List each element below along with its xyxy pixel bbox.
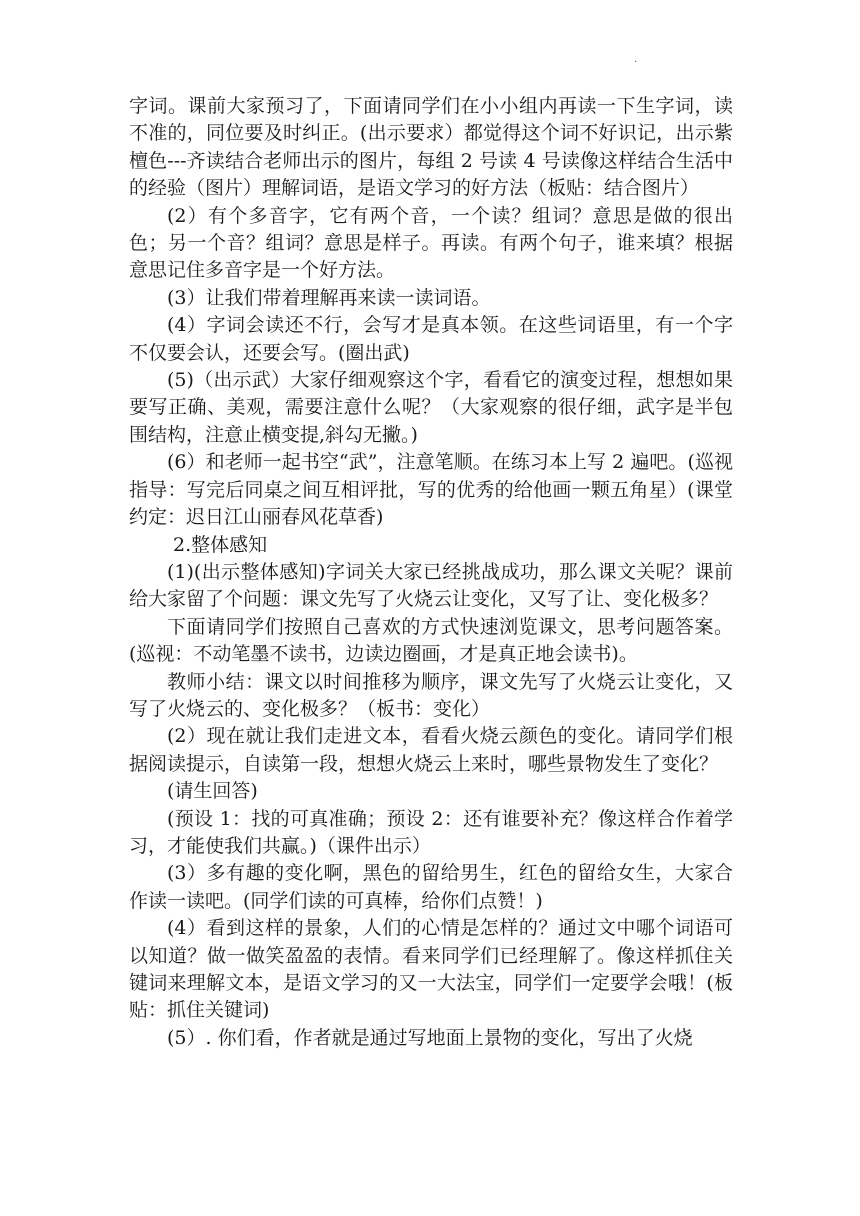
section-heading: 2.整体感知 <box>173 533 268 556</box>
paragraph-15: (5）. 你们看，作者就是通过写地面上景物的变化，写出了火烧 <box>167 1026 693 1049</box>
paragraph-4: (4）字词会读还不行，会写才是真本领。在这些词语里，有一个字不仅要会认，还要会写。(圈出武) <box>129 314 733 364</box>
paragraph-10: (2）现在就让我们走进文本，看看火烧云颜色的变化。请同学们根据阅读提示，自读第一段，想想火烧云上来时，哪些景物发生了变化？ <box>129 725 733 775</box>
page-marker: · <box>634 57 638 68</box>
paragraph-6: (6）和老师一起书空“武”，注意笔顺。在练习本上写 2 遍吧。(巡视指导：写完后同桌之间互相评批，写的优秀的给他画一颗五角星）(课堂约定：迟日江山丽春风花草香) <box>129 451 733 529</box>
paragraph-13: (3）多有趣的变化啊，黑色的留给男生，红色的留给女生，大家合作读一读吧。(同学们读的可真棒，给你们点赞！) <box>129 862 733 912</box>
paragraph-2: (2）有个多音字，它有两个音，一个读？组词？意思是做的很出色；另一个音？组词？意思是样子。再读。有两个句子，谁来填？根据意思记住多音字是一个好方法。 <box>129 204 733 282</box>
paragraph-1: 字词。课前大家预习了，下面请同学们在小小组内再读一下生字词，读不准的，同位要及时纠正。(出示要求）都觉得这个词不好识记，出示紫檀色---齐读结合老师出示的图片，每组 2 号读 4 号读像这样结合生活中的经验（图片）理解词语，是语文学习的好方法（板贴：结合图片） <box>129 95 733 200</box>
paragraph-5: (5)（出示武）大家仔细观察这个字，看看它的演变过程，想想如果要写正确、美观，需要注意什么呢？（大家观察的很仔细，武字是半包围结构，注意止横变提,斜勾无撇。) <box>129 369 733 446</box>
paragraph-9: 教师小结：课文以时间推移为顺序，课文先写了火烧云让变化，又写了火烧云的、变化极多？（板书：变化） <box>129 670 733 720</box>
body-text <box>129 93 733 1052</box>
paragraph-3: (3）让我们带着理解再来读一读词语。 <box>167 286 491 309</box>
paragraph-14: (4）看到这样的景象，人们的心情是怎样的？通过文中哪个词语可以知道？做一做笑盈盈的表情。看来同学们已经理解了。像这样抓住关键词来理解文本，是语文学习的又一大法宝，同学们一定要学会哦！(板贴：抓住关键词) <box>129 917 733 1022</box>
paragraph-8: 下面请同学们按照自己喜欢的方式快速浏览课文，思考问题答案。(巡视：不动笔墨不读书，边读边圈画，才是真正地会读书)。 <box>129 615 733 666</box>
paragraph-11: (请生回答) <box>167 780 258 803</box>
paragraph-12: (预设 1：找的可真准确；预设 2：还有谁要补充？像这样合作着学习，才能使我们共赢。)（课件出示） <box>129 807 733 857</box>
paragraph-7: (1)(出示整体感知)字词关大家已经挑战成功，那么课文关呢？课前给大家留了个问题：课文先写了火烧云让变化，又写了让、变化极多？ <box>129 560 733 611</box>
